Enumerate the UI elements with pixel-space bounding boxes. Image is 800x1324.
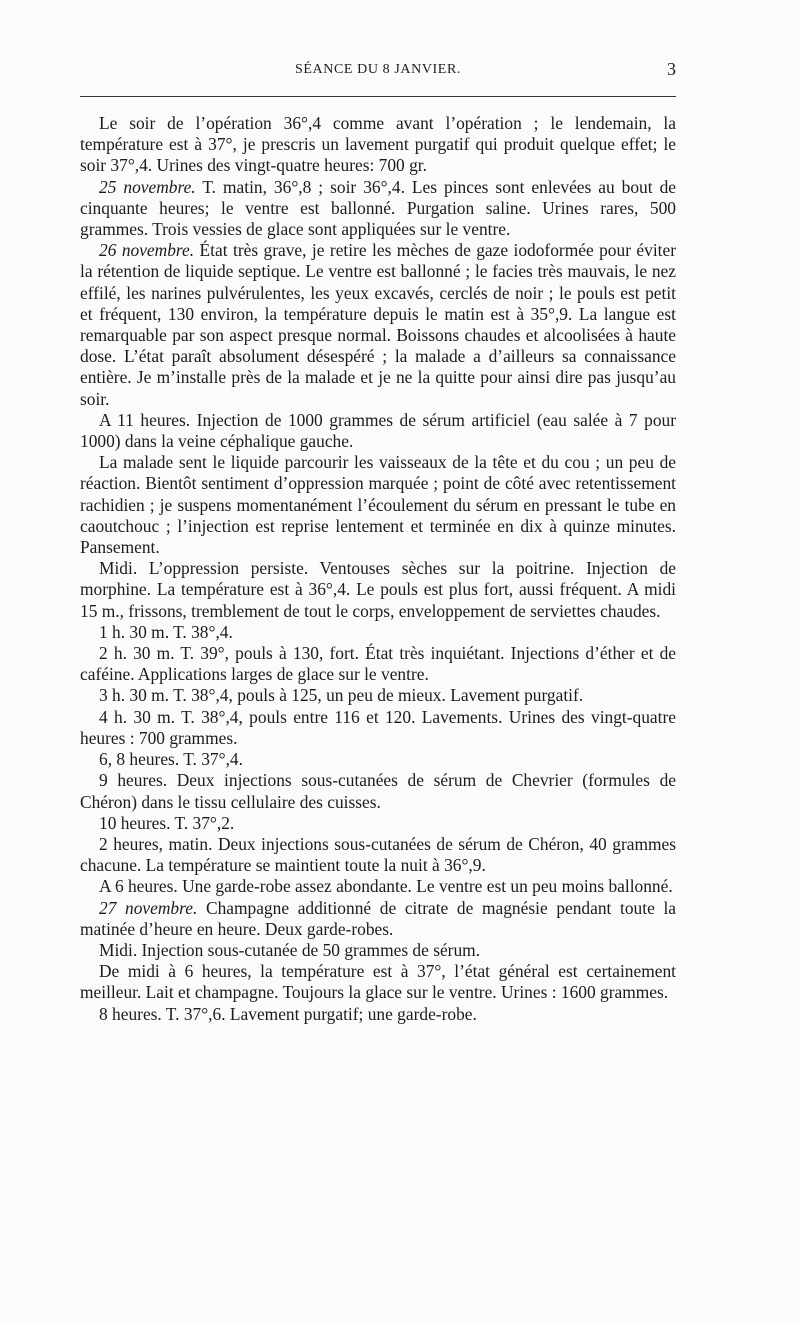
paragraph	[80, 813, 676, 834]
paragraph-text: La malade sent le liquide parcourir les vaisseaux de la tête et du cou ; un peu de réaction. Bientôt sentiment d’oppression marquée ; point de côté avec retentissement rachidien ; je suspens momentanément l’écoulement du sérum en pressant le tube en caoutchouc ; l’injection est reprise lentement et terminée en dix à quinze minutes. Pansement.	[80, 452, 676, 558]
paragraph-text: 2 h. 30 m. T. 39°, pouls à 130, fort. État très inquiétant. Injections d’éther et de caféine. Applications larges de glace sur le ventre.	[80, 643, 676, 685]
paragraph-text: T. matin, 36°,8 ; soir 36°,4. Les pinces sont enlevées au bout de cinquante heures; le ventre est ballonné. Purgation saline. Urines rares, 500 grammes. Trois vessies de glace sont appliquées sur le ventre.	[80, 176, 676, 240]
paragraph-text: 8 heures. T. 37°,6. Lavement purgatif; une garde-robe.	[99, 1003, 477, 1024]
date-label: 25 novembre.	[99, 176, 196, 197]
paragraph	[80, 749, 676, 770]
paragraph	[80, 898, 676, 940]
paragraph-text: Midi. Injection sous-cutanée de 50 grammes de sérum.	[99, 939, 481, 960]
paragraph	[80, 1004, 676, 1025]
paragraph	[80, 177, 676, 241]
running-title: SÉANCE DU 8 JANVIER.	[295, 62, 461, 77]
paragraph	[80, 113, 676, 177]
paragraph-text: 6, 8 heures. T. 37°,4.	[99, 749, 243, 770]
paragraph	[80, 876, 676, 897]
paragraph	[80, 622, 676, 643]
paragraph-text: A 11 heures. Injection de 1000 grammes de sérum artificiel (eau salée à 7 pour 1000) dans la veine céphalique gauche.	[80, 409, 676, 452]
paragraph	[80, 834, 676, 876]
paragraph-text: Champagne additionné de citrate de magnésie pendant toute la matinée d’heure en heure. Deux garde-robes.	[80, 897, 677, 939]
paragraph	[80, 643, 676, 685]
paragraph-text: État très grave, je retire les mèches de gaze iodoformée pour éviter la rétention de liquide septique. Le ventre est ballonné ; le facies très mauvais, le nez effilé, les narines pulvérulentes, les yeux excavés, cerclés de noir ; le pouls est petit et fréquent, 130 environ, la température depuis le matin est à 35°,9. La langue est remarquable par son aspect presque normal. Boissons chaudes et alcoolisées à haute dose. L’état paraît absolument désespéré ; la malade a d’ailleurs sa connaissance entière. Je m’installe près de la malade et je ne la quitte pour ainsi dire pas jusqu’au soir.	[80, 240, 677, 409]
date-label: 26 novembre.	[99, 240, 195, 261]
page-number: 3	[667, 59, 676, 79]
body-text	[80, 113, 676, 1025]
paragraph-text: Midi. L’oppression persiste. Ventouses sèches sur la poitrine. Injection de morphine. La température est à 36°,4. Le pouls est plus fort, aussi fréquent. A midi 15 m., frissons, tremblement de tout le corps, enveloppement de serviettes chaudes.	[80, 558, 676, 621]
paragraph	[80, 940, 676, 961]
header-rule	[80, 96, 676, 97]
paragraph-text: A 6 heures. Une garde-robe assez abondante. Le ventre est un peu moins ballonné.	[99, 876, 673, 897]
paragraph-text: 1 h. 30 m. T. 38°,4.	[99, 621, 233, 642]
paragraph-text: Le soir de l’opération 36°,4 comme avant l’opération ; le lendemain, la température est à 37°, je prescris un lavement purgatif qui produit quelque effet; le soir 37°,4. Urines des vingt-quatre heures: 700 gr.	[80, 113, 676, 176]
paragraph-text: 4 h. 30 m. T. 38°,4, pouls entre 116 et 120. Lavements. Urines des vingt-quatre heures : 700 grammes.	[80, 706, 676, 748]
paragraph	[80, 685, 676, 706]
paragraph-text: De midi à 6 heures, la température est à 37°, l’état général est certainement meilleur. Lait et champagne. Toujours la glace sur le ventre. Urines : 1600 grammes.	[80, 961, 676, 1003]
paragraph	[80, 707, 676, 749]
paragraph-text: 2 heures, matin. Deux injections sous-cutanées de sérum de Chéron, 40 grammes chacune. La température se maintient toute la nuit à 36°,9.	[80, 833, 676, 876]
paragraph-text: 10 heures. T. 37°,2.	[99, 812, 235, 833]
paragraph	[80, 961, 676, 1003]
paragraph	[80, 410, 676, 452]
date-label: 27 novembre.	[99, 897, 198, 918]
paragraph	[80, 452, 676, 558]
page-header	[80, 59, 676, 84]
paragraph-text: 3 h. 30 m. T. 38°,4, pouls à 125, un peu de mieux. Lavement purgatif.	[99, 685, 584, 706]
paragraph-text: 9 heures. Deux injections sous-cutanées de sérum de Chevrier (formules de Chéron) dans le tissu cellulaire des cuisses.	[80, 770, 676, 812]
paragraph	[80, 240, 676, 410]
paragraph	[80, 558, 676, 622]
paragraph	[80, 770, 676, 812]
